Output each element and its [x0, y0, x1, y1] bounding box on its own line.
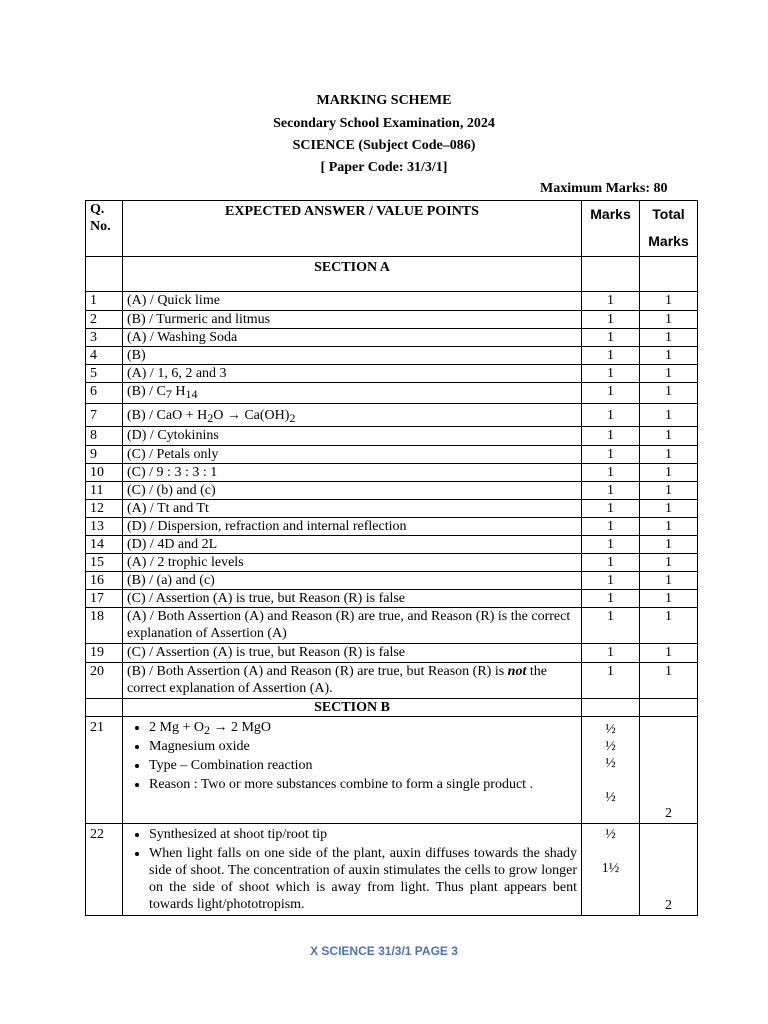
answer-header: EXPECTED ANSWER / VALUE POINTS: [123, 201, 582, 257]
table-row: 7 (B) / CaO + $H_2O \to Ca(OH)_2$ 1 1: [86, 404, 698, 427]
qno-header: Q. No.: [86, 201, 123, 257]
table-row: 14 (D) / 4D and 2L 1 1: [86, 536, 698, 554]
table-row: 20 (B) / Both Assertion (A) and Reason (R) are true, but Reason (R) is not the correct explanation of Assertion (A). 1 1: [86, 663, 698, 699]
table-row: 5 (A) / 1, 6, 2 and 3 1 1: [86, 365, 698, 383]
table-row-q21: 21 • 2 $Mg + O_2 \to 2$ MgO • Magnesium oxide • Type – Combination reaction • Reason : Two or more substances combine to form a single product . ½ ½ ½ ½ 2: [86, 717, 698, 824]
table-row: 11 (C) / (b) and (c) 1 1: [86, 482, 698, 500]
section-a-heading: SECTION A: [123, 257, 582, 292]
list-item: • Reason : Two or more substances combine to form a single product .: [149, 776, 577, 793]
page-footer: X SCIENCE 31/3/1 PAGE 3: [310, 944, 458, 958]
table-row: 2 (B) / Turmeric and litmus 1 1: [86, 311, 698, 329]
list-item: • Synthesized at shoot tip/root tip: [149, 826, 577, 843]
paper-code: [ Paper Code: 31/3/1]: [320, 160, 448, 175]
subject-line: SCIENCE (Subject Code–086): [292, 138, 476, 153]
table-row: 12 (A) / Tt and Tt 1 1: [86, 500, 698, 518]
table-row: 15 (A) / 2 trophic levels 1 1: [86, 554, 698, 572]
marking-table: [85, 200, 698, 916]
document-title: MARKING SCHEME: [316, 93, 452, 108]
table-row: 1 (A) / Quick lime 1 1: [86, 292, 698, 311]
table-row: 4 (B) 1 1: [86, 347, 698, 365]
table-row: 9 (C) / Petals only 1 1: [86, 446, 698, 464]
list-item: • 2 $Mg + O_2 \to 2$ MgO: [149, 719, 577, 736]
table-row: 13 (D) / Dispersion, refraction and internal reflection 1 1: [86, 518, 698, 536]
section-b-row: [86, 699, 698, 717]
table-row: 3 (A) / Washing Soda 1 1: [86, 329, 698, 347]
maximum-marks: Maximum Marks: 80: [540, 181, 668, 196]
exam-name: Secondary School Examination, 2024: [273, 116, 495, 131]
table-row: 8 (D) / Cytokinins 1 1: [86, 427, 698, 446]
total-marks-header: Total Marks: [640, 201, 698, 257]
list-item: • Magnesium oxide: [149, 738, 577, 755]
table-row-q22: 22 • Synthesized at shoot tip/root tip • When light falls on one side of the plant, auxin diffuses towards the shady side of shoot. The concentration of auxin stimulates the cells to grow longer on the side of shoot which is away from light. Thus plant appears bent towards light/phototropism. ½ 1½ 2: [86, 824, 698, 916]
table-row: 17 (C) / Assertion (A) is true, but Reason (R) is false 1 1: [86, 590, 698, 608]
table-row: 16 (B) / (a) and (c) 1 1: [86, 572, 698, 590]
table-row: 18 (A) / Both Assertion (A) and Reason (R) are true, and Reason (R) is the correct explanation of Assertion (A) 1 1: [86, 608, 698, 644]
table-header-row: [86, 201, 698, 257]
section-a-row: [86, 257, 698, 292]
table-row: 6 $(B) / C_7$ $H_{14}$ 1 1: [86, 383, 698, 404]
section-b-heading: SECTION B: [123, 699, 582, 717]
list-item: • When light falls on one side of the plant, auxin diffuses towards the shady side of shoot. The concentration of auxin stimulates the cells to grow longer on the side of shoot which is away from light. Thus plant appears bent towards light/phototropism.: [149, 845, 577, 913]
table-row: 10 (C) / 9 : 3 : 3 : 1 1 1: [86, 464, 698, 482]
table-row: 19 (C) / Assertion (A) is true, but Reason (R) is false 1 1: [86, 644, 698, 663]
marks-header: Marks: [582, 201, 640, 257]
list-item: • Type – Combination reaction: [149, 757, 577, 774]
